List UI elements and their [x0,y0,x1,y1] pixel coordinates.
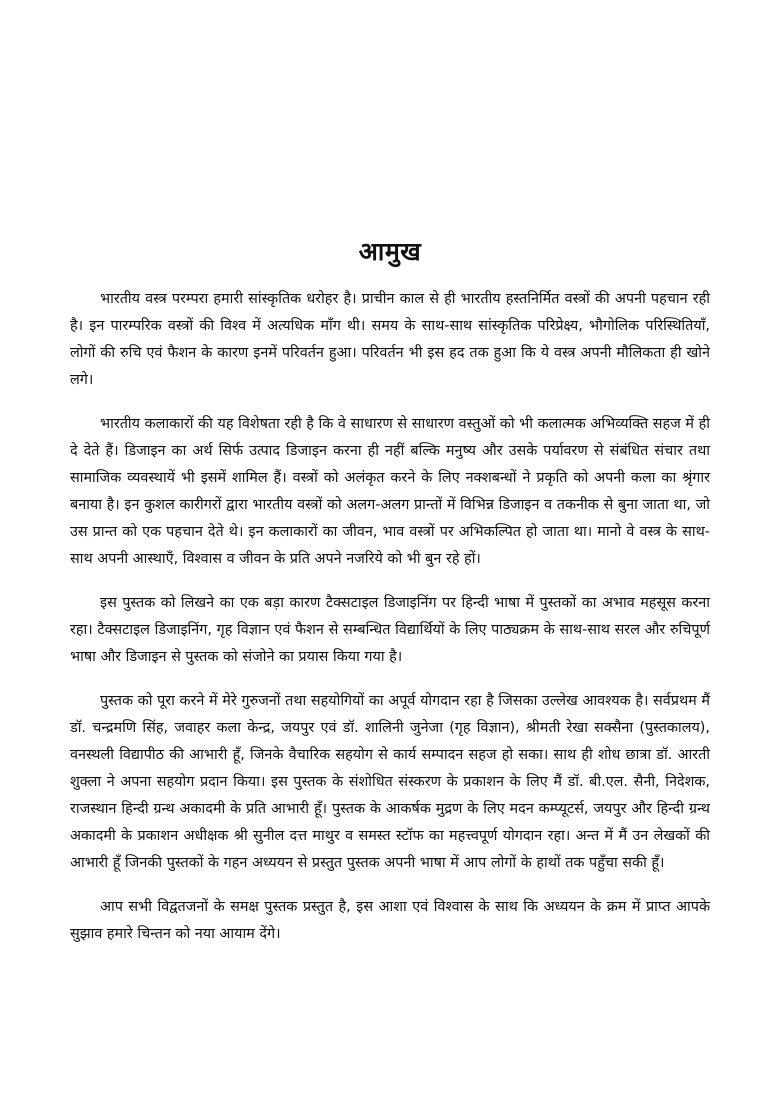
paragraph-1: भारतीय वस्त्र परम्परा हमारी सांस्कृतिक धरोहर है। प्राचीन काल से ही भारतीय हस्तनिर्मित वस्त्रों की अपनी पहचान रही है। इन पारम्परिक वस्त्रों की विश्व में अत्यधिक माँग थी। समय के साथ-साथ सांस्कृतिक परिप्रेक्ष्य, भौगोलिक परिस्थितियाँ, लोगों की रुचि एवं फैशन के कारण इनमें परिवर्तन हुआ। परिवर्तन भी इस हद तक हुआ कि ये वस्त्र अपनी मौलिकता ही खोने लगे। [70,291,710,388]
paragraph-3: इस पुस्तक को लिखने का एक बड़ा कारण टैक्सटाइल डिजाइनिंग पर हिन्दी भाषा में पुस्तकों का अभाव महसूस करना रहा। टैक्सटाइल डिजाइनिंग, गृह विज्ञान एवं फैशन से सम्बन्धित विद्यार्थियों के लिए पाठ्यक्रम के साथ-साथ सरल और रुचिपूर्ण भाषा और डिजाइन से पुस्तक को संजोने का प्रयास किया गया है। [70,595,710,665]
paragraph-4: पुस्तक को पूरा करने में मेरे गुरुजनों तथा सहयोगियों का अपूर्व योगदान रहा है जिसका उल्लेख आवश्यक है। सर्वप्रथम मैं डॉ. चन्द्रमणि सिंह, जवाहर कला केन्द्र, जयपुर एवं डॉ. शालिनी जुनेजा (गृह विज्ञान), श्रीमती रेखा सक्सैना (पुस्तकालय), वनस्थली विद्यापीठ की आभारी हूँ, जिनके वैचारिक सहयोग से कार्य सम्पादन सहज हो सका। साथ ही शोध छात्रा डॉ. आरती शुक्ला ने अपना सहयोग प्रदान किया। इस पुस्तक के संशोधित संस्करण के प्रकाशन के लिए मैं डॉ. बी.एल. सैनी, निदेशक, राजस्थान हिन्दी ग्रन्थ अकादमी के प्रति आभारी हूँ। पुस्तक के आकर्षक मुद्रण के लिए मदन कम्प्यूटर्स, जयपुर और हिन्दी ग्रन्थ अकादमी के प्रकाशन अधीक्षक श्री सुनील दत्त माथुर व समस्त स्टॉफ का महत्त्वपूर्ण योगदान रहा। अन्त में मैं उन लेखकों की आभारी हूँ जिनकी पुस्तकों के गहन अध्ययन से प्रस्तुत पुस्तक अपनी भाषा में आप लोगों के हाथों तक पहुँचा सकी हूँ। [70,693,710,871]
paragraph-5: आप सभी विद्वतजनों के समक्ष पुस्तक प्रस्तुत है, इस आशा एवं विश्वास के साथ कि अध्ययन के क्रम में प्राप्त आपके सुझाव हमारे चिन्तन को नया आयाम देंगे। [70,899,710,942]
paragraph-2: भारतीय कलाकारों की यह विशेषता रही है कि वे साधारण से साधारण वस्तुओं को भी कलात्मक अभिव्यक्ति सहज में ही दे देते हैं। डिजाइन का अर्थ सिर्फ उत्पाद डिजाइन करना ही नहीं बल्कि मनुष्य और उसके पर्यावरण से संबंधित संचार तथा सामाजिक व्यवस्थायें भी इसमें शामिल हैं। वस्त्रों को अलंकृत करने के लिए नक्शबन्धों ने प्रकृति को अपनी कला का श्रृंगार बनाया है। इन कुशल कारीगरों द्वारा भारतीय वस्त्रों को अलग-अलग प्रान्तों में विभिन्न डिजाइन व तकनीक से बुना जाता था, जो उस प्रान्त को एक पहचान देते थे। इन कलाकारों का जीवन, भाव वस्त्रों पर अभिकल्पित हो जाता था। मानो वे वस्त्र के साथ-साथ अपनी आस्थाएँ, विश्वास व जीवन के प्रति अपने नजरिये को भी बुन रहे हों। [70,416,710,567]
page-title: आमुख [358,237,422,266]
